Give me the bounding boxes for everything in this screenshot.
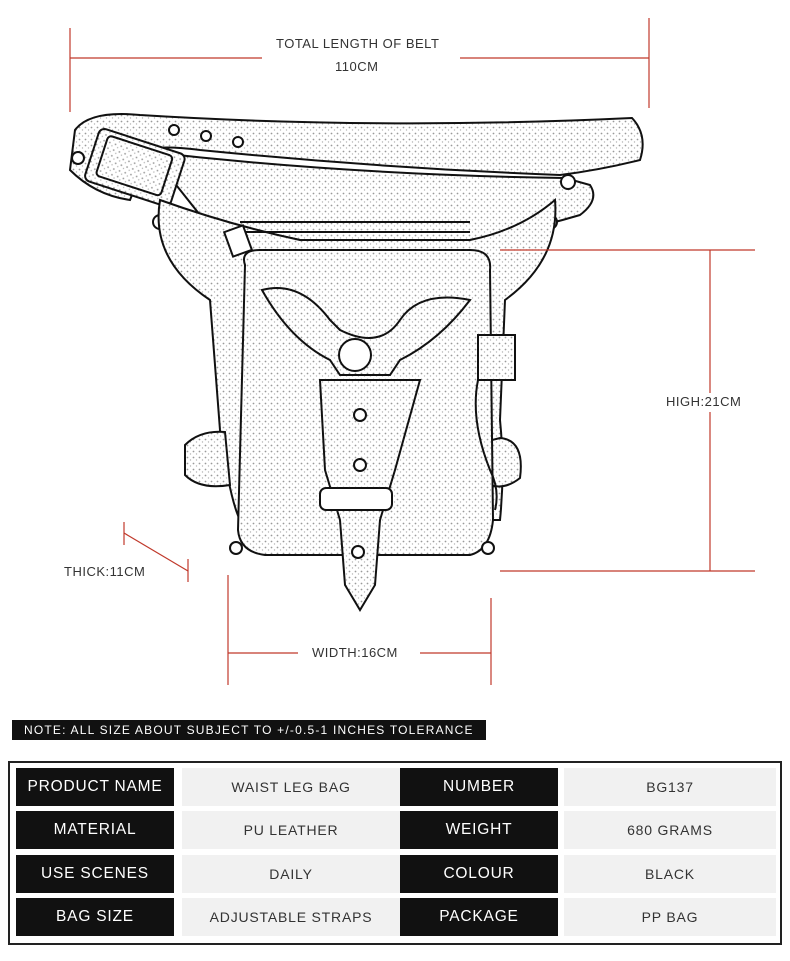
table-row [16,898,776,936]
spec-value: PP BAG [564,898,776,936]
height-label: HIGH:21CM [666,394,742,409]
spec-label: MATERIAL [16,811,174,849]
spec-value: WAIST LEG BAG [182,768,400,806]
spec-table [8,761,782,945]
table-row [16,855,776,893]
spec-label: NUMBER [400,768,558,806]
front-pocket [230,250,515,610]
spec-value: DAILY [182,855,400,893]
spec-label: COLOUR [400,855,558,893]
table-row [16,811,776,849]
spec-label: PRODUCT NAME [16,768,174,806]
spec-label: PACKAGE [400,898,558,936]
belt-length-value: 110CM [335,59,379,74]
spec-label: WEIGHT [400,811,558,849]
belt-length-title: TOTAL LENGTH OF BELT [276,36,440,51]
table-row [16,768,776,806]
spec-label: BAG SIZE [16,898,174,936]
spec-value: BG137 [564,768,776,806]
tolerance-note: NOTE: ALL SIZE ABOUT SUBJECT TO +/-0.5-1 INCHES TOLERANCE [12,720,486,740]
spec-value: ADJUSTABLE STRAPS [182,898,400,936]
thickness-label: THICK:11CM [64,564,146,579]
spec-value: PU LEATHER [182,811,400,849]
width-label: WIDTH:16CM [312,645,398,660]
spec-value: BLACK [564,855,776,893]
spec-label: USE SCENES [16,855,174,893]
spec-value: 680 GRAMS [564,811,776,849]
